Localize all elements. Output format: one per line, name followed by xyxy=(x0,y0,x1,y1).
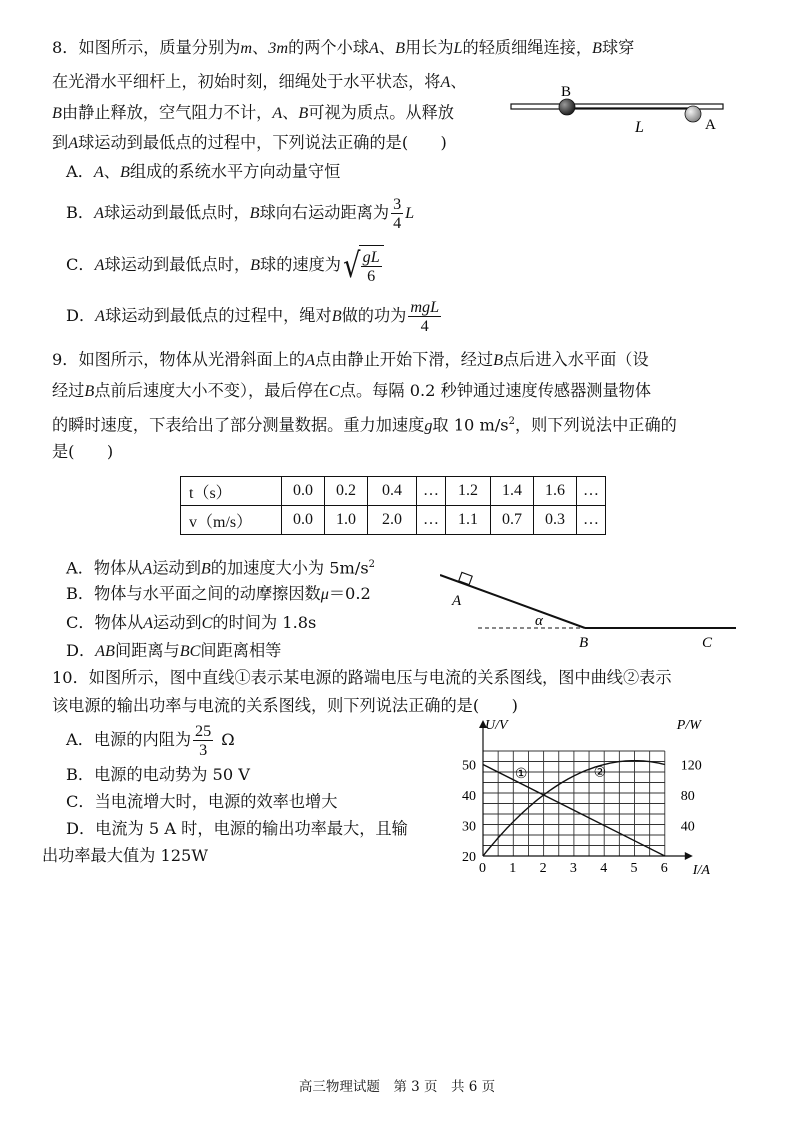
table-cell: … xyxy=(417,506,446,535)
y-tick-label: 30 xyxy=(462,819,476,835)
fraction: $\frac{\text{mgL}}{4}$ xyxy=(410,298,440,335)
q8-option-b[interactable]: B．A球运动到最低点时，B球向右运动距离为 $\frac{3}{4}$ L xyxy=(66,195,415,232)
table-cell: 0.0 xyxy=(282,477,325,506)
chart-axes xyxy=(479,720,693,860)
label-a: A xyxy=(452,593,462,609)
q8-line-3: B由静止释放，空气阻力不计，A、B可视为质点。从释放 xyxy=(52,103,454,122)
q10-option-d-line-2: 出功率最大值为 125W xyxy=(42,846,208,865)
label-l: L xyxy=(635,119,644,136)
q8-rod-figure xyxy=(505,78,735,138)
page-footer: 高三物理试题 第 3 页 共 6 页 xyxy=(298,1079,496,1095)
y-tick-label: 20 xyxy=(462,850,476,865)
sqrt-expression: √ $\frac{gL}{6}$ xyxy=(341,245,384,286)
y2-tick-label: 40 xyxy=(680,819,695,835)
y-tick-label: 50 xyxy=(462,758,476,774)
x-tick-label: 5 xyxy=(630,861,638,876)
q8-option-a[interactable]: A．A、B组成的系统水平方向动量守恒 xyxy=(66,162,341,181)
table-cell: … xyxy=(577,506,606,535)
table-cell: … xyxy=(577,477,606,506)
q8-line-4: 到A球运动到最低点的过程中，下列说法正确的是( ) xyxy=(52,133,447,152)
q10-option-c[interactable]: C．当电流增大时，电源的效率也增大 xyxy=(66,792,338,811)
label-a: A xyxy=(705,117,716,133)
fraction: $\frac{3}{4}$ xyxy=(393,195,402,232)
table-cell: … xyxy=(417,477,446,506)
q8-option-c[interactable]: C．A球运动到最低点时，B球的速度为√ $\frac{gL}{6}$ xyxy=(66,245,384,285)
table-cell: 1.1 xyxy=(446,506,491,535)
x-tick-label: 2 xyxy=(539,861,547,876)
q9-option-a[interactable]: A．物体从A运动到B的加速度大小为 $5m/s^2$ xyxy=(66,558,376,578)
x-axis-arrow xyxy=(685,852,693,860)
q9-option-c[interactable]: C．物体从A运动到C的时间为 1.8s xyxy=(66,613,317,632)
table-cell: 1.0 xyxy=(325,506,368,535)
x-tick-label: 4 xyxy=(600,861,608,876)
q10-option-b[interactable]: B．电源的电动势为 50 V xyxy=(66,765,250,784)
q9-line-2: 经过B点前后速度大小不变），最后停在C点。每隔 0.2 秒钟通过速度传感器测量物体 xyxy=(52,381,652,400)
table-cell: 2.0 xyxy=(368,506,417,535)
x-tick-label: 1 xyxy=(509,861,517,876)
ball-a xyxy=(685,106,701,122)
x-axis-label: I/A xyxy=(692,863,710,878)
q10-option-a[interactable]: A．电源的内阻为 $\frac{25}{3}$ Ω xyxy=(66,722,235,759)
label-alpha: α xyxy=(535,613,543,629)
y2-tick-label: 120 xyxy=(680,758,702,774)
x-tick-label: 3 xyxy=(569,861,577,876)
y-tick-label: 40 xyxy=(462,789,476,804)
q9-option-b[interactable]: B．物体与水平面之间的动摩擦因数μ＝0.2 xyxy=(66,584,371,603)
q10-option-d-line-1[interactable]: D．电流为 5 A 时，电源的输出功率最大，且输 xyxy=(66,819,408,838)
y2-tick-label: 80 xyxy=(680,789,695,804)
fraction: $\frac{25}{3}$ xyxy=(195,722,212,759)
series-label-2: ② xyxy=(593,765,607,781)
y2-axis-label: P/W xyxy=(676,718,701,733)
label-b: B xyxy=(579,635,589,651)
y-axis-label: U/V xyxy=(485,718,508,733)
table-header-t: t（s） xyxy=(181,477,282,506)
table-cell: 1.4 xyxy=(491,477,534,506)
series-label-1: ① xyxy=(514,767,528,783)
table-cell: 0.2 xyxy=(325,477,368,506)
table-header-v: v（m/s） xyxy=(181,506,282,535)
table-row xyxy=(181,477,606,506)
q9-data-table xyxy=(180,476,606,535)
incline-surface xyxy=(440,575,585,628)
x-tick-label: 6 xyxy=(660,861,668,876)
q9-option-d[interactable]: D．AB间距离与BC间距离相等 xyxy=(66,641,282,660)
q9-incline-figure xyxy=(440,565,740,655)
table-cell: 0.4 xyxy=(368,477,417,506)
table-cell: 0.3 xyxy=(534,506,577,535)
q8-line-1: 8．如图所示，质量分别为m、3m的两个小球A、B用长为L的轻质细绳连接，B球穿 xyxy=(52,38,635,57)
q10-chart xyxy=(455,712,735,882)
table-cell: 1.6 xyxy=(534,477,577,506)
q10-line-1: 10．如图所示，图中直线①表示某电源的路端电压与电流的关系图线，图中曲线②表示 xyxy=(52,668,672,687)
x-tick-label: 0 xyxy=(479,861,486,876)
q8-option-d[interactable]: D．A球运动到最低点的过程中，绳对B做的功为 $\frac{\text{mgL}}{4}$ xyxy=(66,298,440,335)
label-c: C xyxy=(702,635,713,651)
table-cell: 0.0 xyxy=(282,506,325,535)
label-b: B xyxy=(561,84,572,100)
chart-grid xyxy=(483,751,665,856)
table-cell: 0.7 xyxy=(491,506,534,535)
ball-b xyxy=(559,99,575,115)
table-row xyxy=(181,506,606,535)
q9-line-1: 9．如图所示，物体从光滑斜面上的A点由静止开始下滑，经过B点后进入水平面（设 xyxy=(52,350,649,369)
table-cell: 1.2 xyxy=(446,477,491,506)
q10-line-2: 该电源的输出功率与电流的关系图线，则下列说法正确的是( ) xyxy=(52,696,518,715)
q8-line-2: 在光滑水平细杆上，初始时刻，细绳处于水平状态，将A、 xyxy=(52,72,467,91)
q9-line-4: 是( ) xyxy=(52,442,114,461)
q9-line-3: 的瞬时速度，下表给出了部分测量数据。重力加速度g取 10 $m/s^2$，则下列说法中正确的 xyxy=(52,415,677,435)
